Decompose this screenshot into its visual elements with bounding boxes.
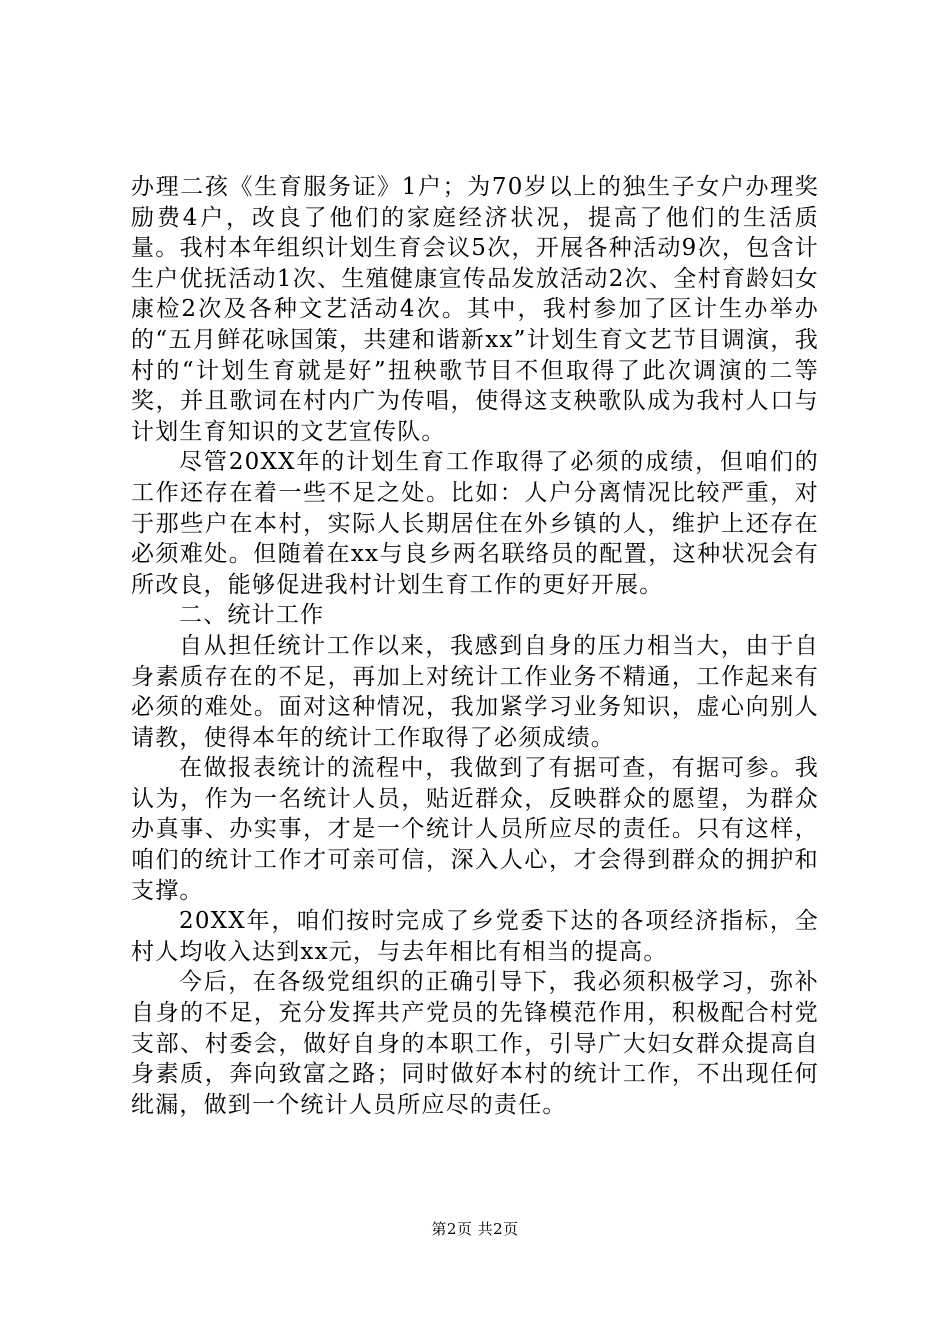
paragraph-shortcomings: 尽管20XX年的计划生育工作取得了必须的成绩，但咱们的工作还存在着一些不足之处。比如：人户分离情况比较严重，对于那些户在本村，实际人长期居住在外乡镇的人，维护上还存在必须难处。但随着在xx与良乡两名联络员的配置，这种状况会有所改良，能够促进我村计划生育工作的更好开展。: [131, 449, 819, 598]
page-number-footer: 第2页 共2页: [431, 1220, 519, 1238]
section-heading-statistics: 二、统计工作: [179, 602, 325, 629]
document-body: [131, 172, 819, 1120]
paragraph-statistics-pressure: 自从担任统计工作以来，我感到自身的压力相当大，由于自身素质存在的不足，再加上对统计工作业务不精通，工作起来有必须的难处。面对这种情况，我加紧学习业务知识，虚心向别人请教，使得本年的统计工作取得了必须成绩。: [131, 632, 819, 751]
paragraph-future-plans: 今后，在各级党组织的正确引导下，我必须积极学习，弥补自身的不足，充分发挥共产党员的先锋模范作用，积极配合村党支部、村委会，做好自身的本职工作，引导广大妇女群众提高自身素质，奔向致富之路；同时做好本村的统计工作，不出现任何纰漏，做到一个统计人员所应尽的责任。: [131, 969, 819, 1118]
paragraph-economic-targets: 20XX年，咱们按时完成了乡党委下达的各项经济指标，全村人均收入达到xx元，与去年相比有相当的提高。: [131, 908, 819, 965]
paragraph-family-planning-activities: 办理二孩《生育服务证》1户；为70岁以上的独生子女户办理奖励费4户，改良了他们的家庭经济状况，提高了他们的生活质量。我村本年组织计划生育会议5次，开展各种活动9次，包含计生户优抚活动1次、生殖健康宣传品发放活动2次、全村育龄妇女康检2次及各种文艺活动4次。其中，我村参加了区计生办举办的“五月鲜花咏国策，共建和谐新xx”计划生育文艺节目调演，我村的“计划生育就是好”扭秧歌节目不但取得了此次调演的二等奖，并且歌词在村内广为传唱，使得这支秧歌队成为我村人口与计划生育知识的文艺宣传队。: [131, 174, 819, 445]
paragraph-report-process: 在做报表统计的流程中，我做到了有据可查，有据可参。我认为，作为一名统计人员，贴近群众，反映群众的愿望，为群众办真事、办实事，才是一个统计人员所应尽的责任。只有这样，咱们的统计工作才可亲可信，深入人心，才会得到群众的拥护和支撑。: [131, 755, 819, 904]
